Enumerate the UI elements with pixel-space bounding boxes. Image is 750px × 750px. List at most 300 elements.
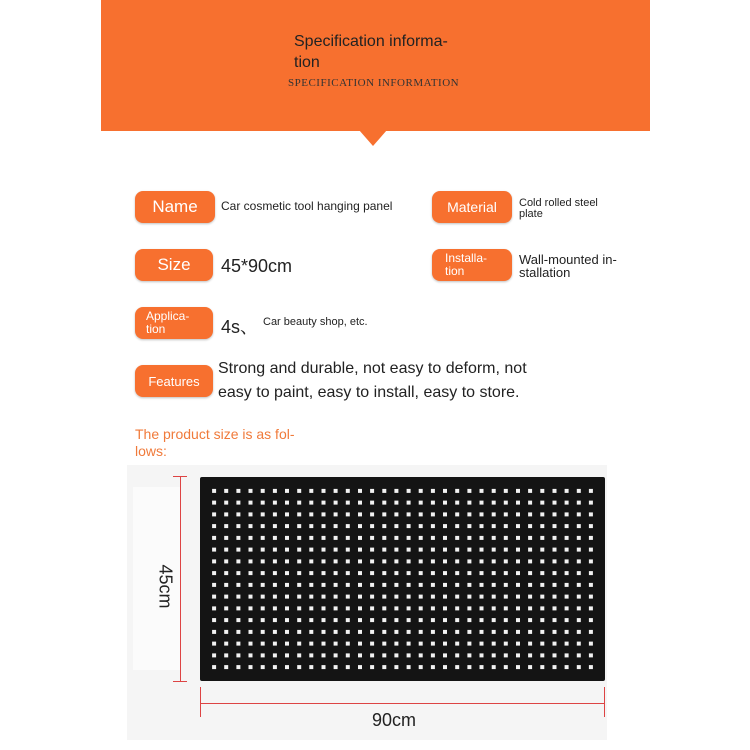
peg-hole <box>346 618 350 622</box>
peg-hole <box>285 512 289 516</box>
peg-hole <box>394 571 398 575</box>
peg-hole <box>297 501 301 505</box>
peg-hole <box>261 571 265 575</box>
peg-hole <box>224 512 228 516</box>
peg-hole <box>480 512 484 516</box>
peg-hole <box>431 665 435 669</box>
peg-hole <box>565 606 569 610</box>
peg-hole <box>407 606 411 610</box>
peg-hole <box>334 489 338 493</box>
peg-hole <box>431 501 435 505</box>
peg-hole <box>443 548 447 552</box>
peg-hole <box>492 524 496 528</box>
peg-hole <box>249 595 253 599</box>
peg-hole <box>589 642 593 646</box>
peg-hole <box>370 618 374 622</box>
peg-hole <box>540 489 544 493</box>
peg-hole <box>358 536 362 540</box>
peg-hole <box>492 559 496 563</box>
peg-hole <box>565 489 569 493</box>
banner-pointer <box>359 130 387 146</box>
peg-hole <box>540 512 544 516</box>
peg-hole <box>492 595 496 599</box>
peg-hole <box>467 489 471 493</box>
application-value: Car beauty shop, etc. <box>263 316 368 328</box>
peg-hole <box>504 501 508 505</box>
width-tick-left <box>200 687 201 717</box>
peg-hole <box>480 642 484 646</box>
peg-hole <box>431 630 435 634</box>
peg-hole <box>394 524 398 528</box>
peg-hole <box>297 653 301 657</box>
peg-hole <box>346 536 350 540</box>
section-title: Specification informa- tion <box>294 33 448 71</box>
peg-hole <box>443 489 447 493</box>
material-value: Cold rolled steel plate <box>519 197 598 220</box>
peg-hole <box>540 653 544 657</box>
peg-hole <box>467 548 471 552</box>
peg-hole <box>455 536 459 540</box>
peg-hole <box>443 559 447 563</box>
peg-hole <box>443 501 447 505</box>
peg-hole <box>309 630 313 634</box>
peg-hole <box>492 665 496 669</box>
name-label <box>135 191 215 223</box>
peg-hole <box>346 489 350 493</box>
peg-hole <box>553 595 557 599</box>
peg-hole <box>565 618 569 622</box>
peg-hole <box>285 559 289 563</box>
peg-hole <box>419 512 423 516</box>
peg-hole <box>273 489 277 493</box>
peg-hole <box>273 536 277 540</box>
peg-hole <box>504 595 508 599</box>
peg-hole <box>346 512 350 516</box>
peg-hole <box>358 606 362 610</box>
peg-hole <box>382 642 386 646</box>
peg-hole <box>589 559 593 563</box>
peg-hole <box>516 583 520 587</box>
peg-hole <box>224 489 228 493</box>
peg-hole <box>394 583 398 587</box>
peg-hole <box>589 501 593 505</box>
peg-hole <box>273 512 277 516</box>
peg-hole <box>407 642 411 646</box>
peg-hole <box>358 665 362 669</box>
peg-hole <box>224 595 228 599</box>
peg-hole <box>577 665 581 669</box>
peg-hole <box>431 512 435 516</box>
height-tick-top <box>173 476 187 477</box>
peg-hole <box>516 618 520 622</box>
peg-hole <box>309 653 313 657</box>
peg-hole <box>382 595 386 599</box>
peg-hole <box>212 583 216 587</box>
peg-hole <box>322 653 326 657</box>
peg-hole <box>455 489 459 493</box>
peg-hole <box>382 653 386 657</box>
peg-hole <box>322 501 326 505</box>
peg-hole <box>309 501 313 505</box>
peg-hole <box>467 618 471 622</box>
peg-hole <box>370 489 374 493</box>
peg-hole <box>553 489 557 493</box>
peg-hole <box>480 548 484 552</box>
peg-hole <box>394 642 398 646</box>
peg-hole <box>443 618 447 622</box>
peg-hole <box>589 512 593 516</box>
peg-hole <box>249 559 253 563</box>
peg-hole <box>407 489 411 493</box>
peg-hole <box>577 548 581 552</box>
peg-hole <box>565 571 569 575</box>
peg-hole <box>577 642 581 646</box>
peg-hole <box>431 559 435 563</box>
peg-hole <box>394 559 398 563</box>
peg-hole <box>516 571 520 575</box>
peg-hole <box>565 630 569 634</box>
peg-hole <box>261 642 265 646</box>
peg-hole <box>346 548 350 552</box>
peg-hole <box>309 618 313 622</box>
peg-hole <box>443 630 447 634</box>
peg-hole <box>261 665 265 669</box>
peg-hole <box>455 571 459 575</box>
peg-hole <box>577 501 581 505</box>
peg-hole <box>504 571 508 575</box>
peg-hole <box>565 524 569 528</box>
peg-hole <box>297 548 301 552</box>
peg-hole <box>407 559 411 563</box>
peg-hole <box>419 536 423 540</box>
peg-hole <box>212 665 216 669</box>
peg-hole <box>309 571 313 575</box>
peg-hole <box>224 606 228 610</box>
peg-hole <box>394 606 398 610</box>
peg-hole <box>443 653 447 657</box>
peg-hole <box>249 536 253 540</box>
peg-hole <box>358 548 362 552</box>
peg-hole <box>346 524 350 528</box>
peg-hole <box>285 665 289 669</box>
peg-hole <box>382 618 386 622</box>
peg-hole <box>565 512 569 516</box>
peg-hole <box>309 642 313 646</box>
peg-hole <box>382 606 386 610</box>
peg-hole <box>540 642 544 646</box>
peg-hole <box>455 618 459 622</box>
peg-hole <box>467 630 471 634</box>
name-label-text: Name <box>152 197 198 216</box>
features-label <box>135 365 213 397</box>
peg-hole <box>431 571 435 575</box>
peg-hole <box>540 571 544 575</box>
peg-hole <box>516 524 520 528</box>
peg-hole <box>236 618 240 622</box>
peg-hole <box>236 501 240 505</box>
peg-hole <box>236 630 240 634</box>
peg-hole <box>273 665 277 669</box>
peg-hole <box>370 606 374 610</box>
peg-hole <box>565 583 569 587</box>
peg-hole <box>407 501 411 505</box>
peg-hole <box>334 618 338 622</box>
peg-hole <box>577 583 581 587</box>
peg-hole <box>334 536 338 540</box>
peg-hole <box>224 559 228 563</box>
peg-hole <box>346 501 350 505</box>
peg-hole <box>504 559 508 563</box>
peg-hole <box>553 665 557 669</box>
peg-hole <box>467 571 471 575</box>
peg-hole <box>407 653 411 657</box>
features-value: Strong and durable, not easy to deform, not easy to paint, easy to install, easy to store. <box>218 360 527 401</box>
peg-hole <box>589 524 593 528</box>
height-label: 45cm <box>155 564 176 609</box>
peg-hole <box>212 489 216 493</box>
peg-hole <box>334 595 338 599</box>
peg-hole <box>492 571 496 575</box>
peg-hole <box>589 653 593 657</box>
peg-hole <box>528 512 532 516</box>
peg-hole <box>577 489 581 493</box>
peg-hole <box>273 524 277 528</box>
peg-hole <box>273 653 277 657</box>
peg-hole <box>407 571 411 575</box>
peg-hole <box>565 665 569 669</box>
peg-hole <box>577 618 581 622</box>
peg-hole <box>455 548 459 552</box>
peg-hole <box>382 489 386 493</box>
peg-hole <box>492 501 496 505</box>
peg-hole <box>382 512 386 516</box>
peg-hole <box>480 606 484 610</box>
peg-hole <box>516 642 520 646</box>
peg-hole <box>528 665 532 669</box>
peg-hole <box>394 501 398 505</box>
peg-hole <box>358 642 362 646</box>
peg-hole <box>419 653 423 657</box>
peg-hole <box>467 606 471 610</box>
peg-hole <box>358 595 362 599</box>
peg-hole <box>297 536 301 540</box>
peg-hole <box>516 559 520 563</box>
peg-hole <box>443 583 447 587</box>
peg-hole <box>577 559 581 563</box>
peg-hole <box>261 630 265 634</box>
peg-hole <box>577 595 581 599</box>
peg-hole <box>273 630 277 634</box>
peg-hole <box>212 653 216 657</box>
peg-hole <box>589 665 593 669</box>
peg-hole <box>236 512 240 516</box>
peg-hole <box>346 642 350 646</box>
peg-hole <box>322 642 326 646</box>
peg-hole <box>224 630 228 634</box>
peg-hole <box>346 653 350 657</box>
peg-hole <box>309 536 313 540</box>
peg-hole <box>528 524 532 528</box>
peg-hole <box>419 606 423 610</box>
peg-hole <box>261 653 265 657</box>
peg-hole <box>443 571 447 575</box>
peg-hole <box>431 618 435 622</box>
peg-hole <box>285 653 289 657</box>
peg-hole <box>370 501 374 505</box>
peg-hole <box>577 512 581 516</box>
peg-hole <box>261 583 265 587</box>
peg-hole <box>431 642 435 646</box>
peg-hole <box>540 548 544 552</box>
peg-hole <box>370 630 374 634</box>
peg-hole <box>516 501 520 505</box>
peg-hole <box>297 571 301 575</box>
peg-hole <box>504 536 508 540</box>
peg-hole <box>224 653 228 657</box>
peg-hole <box>419 548 423 552</box>
peg-hole <box>236 583 240 587</box>
peg-hole <box>467 595 471 599</box>
peg-hole <box>492 630 496 634</box>
size-label <box>135 249 213 281</box>
peg-hole <box>358 524 362 528</box>
peg-hole <box>236 665 240 669</box>
peg-hole <box>577 571 581 575</box>
peg-hole <box>236 571 240 575</box>
peg-hole <box>455 630 459 634</box>
width-tick-right <box>604 687 605 717</box>
peg-hole <box>589 618 593 622</box>
peg-hole <box>224 548 228 552</box>
peg-hole <box>358 559 362 563</box>
peg-hole <box>285 536 289 540</box>
peg-hole <box>273 548 277 552</box>
peg-hole <box>334 571 338 575</box>
peg-hole <box>516 489 520 493</box>
peg-hole <box>285 548 289 552</box>
peg-hole <box>212 559 216 563</box>
peg-hole <box>249 653 253 657</box>
peg-hole <box>553 559 557 563</box>
peg-hole <box>455 559 459 563</box>
peg-hole <box>261 512 265 516</box>
peg-hole <box>419 630 423 634</box>
peg-hole <box>334 642 338 646</box>
peg-hole <box>407 524 411 528</box>
width-label: 90cm <box>372 710 417 730</box>
peg-hole <box>492 489 496 493</box>
peg-hole <box>467 536 471 540</box>
peg-hole <box>273 618 277 622</box>
peg-hole <box>589 489 593 493</box>
peg-hole <box>370 653 374 657</box>
peg-hole <box>407 512 411 516</box>
peg-hole <box>358 512 362 516</box>
peg-hole <box>249 489 253 493</box>
peg-hole <box>565 653 569 657</box>
peg-hole <box>528 606 532 610</box>
peg-hole <box>261 618 265 622</box>
peg-hole <box>504 642 508 646</box>
peg-hole <box>273 559 277 563</box>
peg-hole <box>516 595 520 599</box>
peg-hole <box>224 524 228 528</box>
peg-hole <box>297 606 301 610</box>
peg-hole <box>407 618 411 622</box>
peg-hole <box>322 536 326 540</box>
peg-hole <box>322 559 326 563</box>
peg-hole <box>297 595 301 599</box>
peg-hole <box>589 630 593 634</box>
section-subtitle: SPECIFICATION INFORMATION <box>288 77 460 89</box>
peg-hole <box>419 665 423 669</box>
peg-hole <box>577 536 581 540</box>
peg-hole <box>224 642 228 646</box>
peg-hole <box>285 595 289 599</box>
peg-hole <box>492 548 496 552</box>
peg-hole <box>273 595 277 599</box>
peg-hole <box>443 536 447 540</box>
peg-hole <box>455 501 459 505</box>
peg-hole <box>455 653 459 657</box>
peg-hole <box>528 642 532 646</box>
peg-hole <box>528 583 532 587</box>
peg-hole <box>528 536 532 540</box>
peg-hole <box>443 512 447 516</box>
material-label-text: Material <box>447 199 497 215</box>
peg-hole <box>236 595 240 599</box>
peg-hole <box>212 606 216 610</box>
application-label <box>135 307 213 339</box>
peg-hole <box>407 665 411 669</box>
peg-hole <box>504 618 508 622</box>
peg-hole <box>528 630 532 634</box>
peg-hole <box>455 606 459 610</box>
peg-hole <box>431 524 435 528</box>
peg-hole <box>358 618 362 622</box>
peg-hole <box>504 512 508 516</box>
peg-hole <box>322 571 326 575</box>
peg-hole <box>346 571 350 575</box>
peg-hole <box>480 583 484 587</box>
peg-hole <box>540 595 544 599</box>
peg-hole <box>285 630 289 634</box>
peg-hole <box>261 489 265 493</box>
peg-hole <box>224 618 228 622</box>
peg-hole <box>224 583 228 587</box>
peg-hole <box>553 630 557 634</box>
peg-hole <box>467 524 471 528</box>
peg-hole <box>553 548 557 552</box>
peg-hole <box>455 665 459 669</box>
peg-hole <box>212 524 216 528</box>
peg-hole <box>577 653 581 657</box>
peg-hole <box>285 524 289 528</box>
peg-hole <box>334 501 338 505</box>
height-dimension-line <box>180 476 181 682</box>
peg-hole <box>273 571 277 575</box>
peg-hole <box>382 665 386 669</box>
peg-hole <box>334 630 338 634</box>
peg-hole <box>261 595 265 599</box>
peg-hole <box>394 618 398 622</box>
peg-hole <box>467 583 471 587</box>
peg-hole <box>431 606 435 610</box>
peg-hole <box>212 501 216 505</box>
peg-hole <box>553 501 557 505</box>
peg-hole <box>322 595 326 599</box>
peg-hole <box>358 630 362 634</box>
